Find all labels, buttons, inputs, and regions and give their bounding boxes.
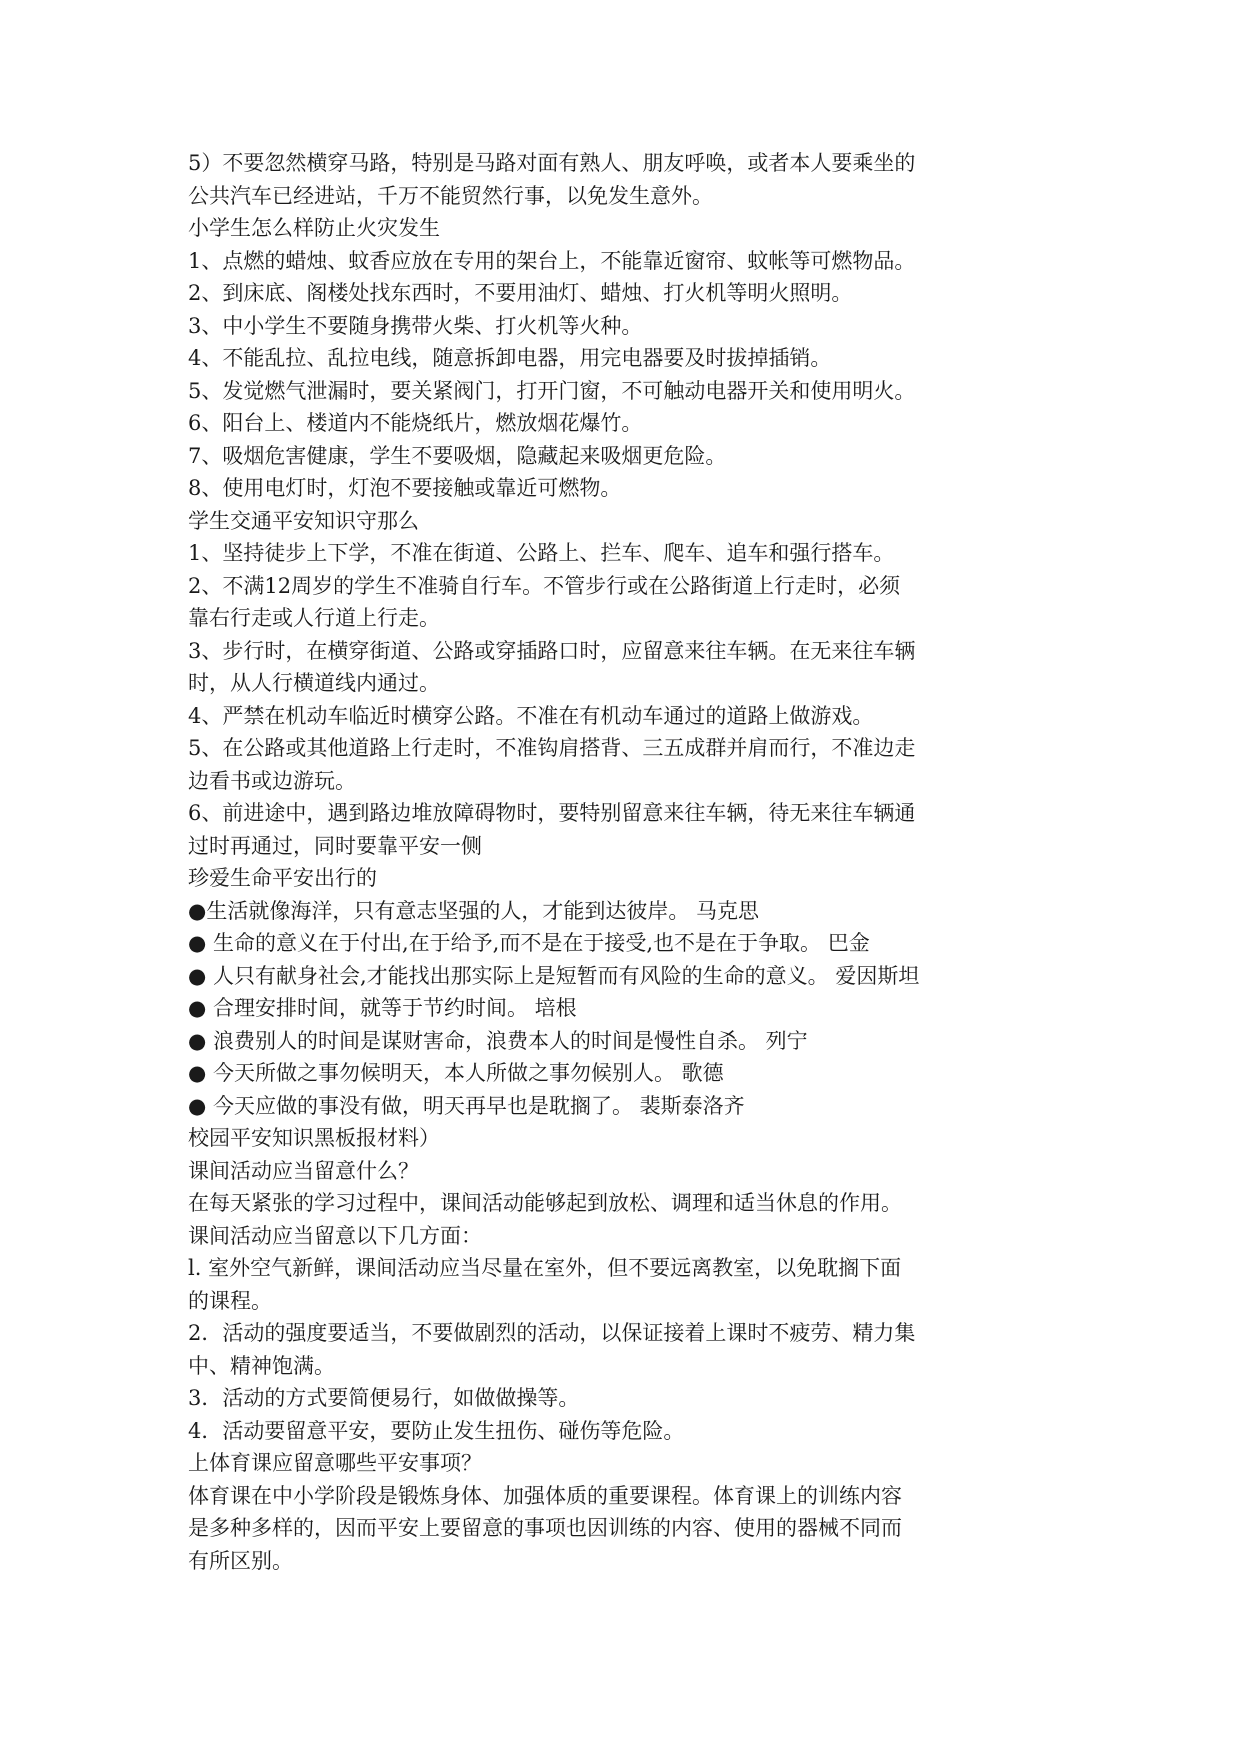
list-item: 5、发觉燃气泄漏时，要关紧阀门，打开门窗，不可触动电器开关和使用明火。 xyxy=(188,378,916,403)
list-item: 3．活动的方式要简便易行，如做做操等。 xyxy=(188,1386,580,1410)
document-page xyxy=(188,147,1058,1577)
text-line: 在每天紧张的学习过程中，课间活动能够起到放松、调理和适当休息的作用。 xyxy=(188,1191,902,1215)
quote-item: ● 浪费别人的时间是谋财害命，浪费本人的时间是慢性自杀。 列宁 xyxy=(188,1028,808,1053)
list-item: 1、点燃的蜡烛、蚊香应放在专用的架台上，不能靠近窗帘、蚊帐等可燃物品。 xyxy=(188,248,916,273)
section-heading: 校园平安知识黑板报材料） xyxy=(188,1126,440,1150)
text-line: 课间活动应当留意以下几方面： xyxy=(188,1223,482,1248)
text-line: 边看书或边游玩。 xyxy=(188,768,356,793)
quote-item: ● 生命的意义在于付出,在于给予,而不是在于接受,也不是在于争取。 巴金 xyxy=(188,931,870,955)
list-item: 1、坚持徒步上下学，不准在街道、公路上、拦车、爬车、追车和强行搭车。 xyxy=(188,541,895,565)
text-line: 过时再通过，同时要靠平安一侧 xyxy=(188,833,482,858)
section-heading: 课间活动应当留意什么？ xyxy=(188,1158,419,1183)
quote-item: ● 人只有献身社会,才能找出那实际上是短暂而有风险的生命的意义。 爱因斯坦 xyxy=(188,963,920,988)
quote-item: ●生活就像海洋，只有意志坚强的人，才能到达彼岸。 马克思 xyxy=(188,898,759,923)
list-item: 3、中小学生不要随身携带火柴、打火机等火种。 xyxy=(188,313,643,338)
list-item: 6、阳台上、楼道内不能烧纸片，燃放烟花爆竹。 xyxy=(188,411,643,435)
list-item: 3、步行时，在横穿街道、公路或穿插路口时，应留意来往车辆。在无来往车辆 xyxy=(188,638,916,663)
quote-item: ● 合理安排时间，就等于节约时间。 培根 xyxy=(188,996,577,1020)
section-heading: 珍爱生命平安出行的 xyxy=(188,866,377,890)
list-item: 6、前进途中，遇到路边堆放障碍物时，要特别留意来往车辆，待无来往车辆通 xyxy=(188,801,916,825)
text-line: 中、精神饱满。 xyxy=(188,1353,335,1378)
list-item: 4．活动要留意平安，要防止发生扭伤、碰伤等危险。 xyxy=(188,1418,685,1443)
list-item: 8、使用电灯时，灯泡不要接触或靠近可燃物。 xyxy=(188,476,622,500)
section-heading: 学生交通平安知识守那么 xyxy=(188,508,419,533)
list-item: 2．活动的强度要适当，不要做剧烈的活动，以保证接着上课时不疲劳、精力集 xyxy=(188,1321,916,1345)
quote-item: ● 今天所做之事勿候明天，本人所做之事勿候别人。 歌德 xyxy=(188,1061,724,1085)
text-line: 的课程。 xyxy=(188,1288,272,1313)
section-heading: 小学生怎么样防止火灾发生 xyxy=(188,216,440,240)
text-line: 公共汽车已经进站，千万不能贸然行事，以免发生意外。 xyxy=(188,183,713,208)
list-item: 5、在公路或其他道路上行走时，不准钩肩搭背、三五成群并肩而行，不准边走 xyxy=(188,736,916,760)
list-item: 2、到床底、阁楼处找东西时，不要用油灯、蜡烛、打火机等明火照明。 xyxy=(188,281,853,305)
list-item: l. 室外空气新鲜，课间活动应当尽量在室外，但不要远离教室，以免耽搁下面 xyxy=(188,1256,902,1280)
list-item: 4、不能乱拉、乱拉电线，随意拆卸电器，用完电器要及时拔掉插销。 xyxy=(188,346,832,370)
text-line: 5）不要忽然横穿马路，特别是马路对面有熟人、朋友呼唤，或者本人要乘坐的 xyxy=(188,151,916,175)
list-item: 2、不满12周岁的学生不准骑自行车。不管步行或在公路街道上行走时，必须 xyxy=(188,573,901,598)
section-heading: 上体育课应留意哪些平安事项？ xyxy=(188,1451,482,1475)
list-item: 4、严禁在机动车临近时横穿公路。不准在有机动车通过的道路上做游戏。 xyxy=(188,703,874,728)
text-line: 体育课在中小学阶段是锻炼身体、加强体质的重要课程。体育课上的训练内容 xyxy=(188,1483,902,1508)
text-line: 有所区别。 xyxy=(188,1548,293,1573)
quote-item: ● 今天应做的事没有做，明天再早也是耽搁了。 裴斯泰洛齐 xyxy=(188,1093,745,1118)
text-line: 时，从人行横道线内通过。 xyxy=(188,671,440,695)
text-line: 是多种多样的，因而平安上要留意的事项也因训练的内容、使用的器械不同而 xyxy=(188,1516,902,1540)
list-item: 7、吸烟危害健康，学生不要吸烟，隐藏起来吸烟更危险。 xyxy=(188,443,727,468)
text-line: 靠右行走或人行道上行走。 xyxy=(188,606,440,630)
